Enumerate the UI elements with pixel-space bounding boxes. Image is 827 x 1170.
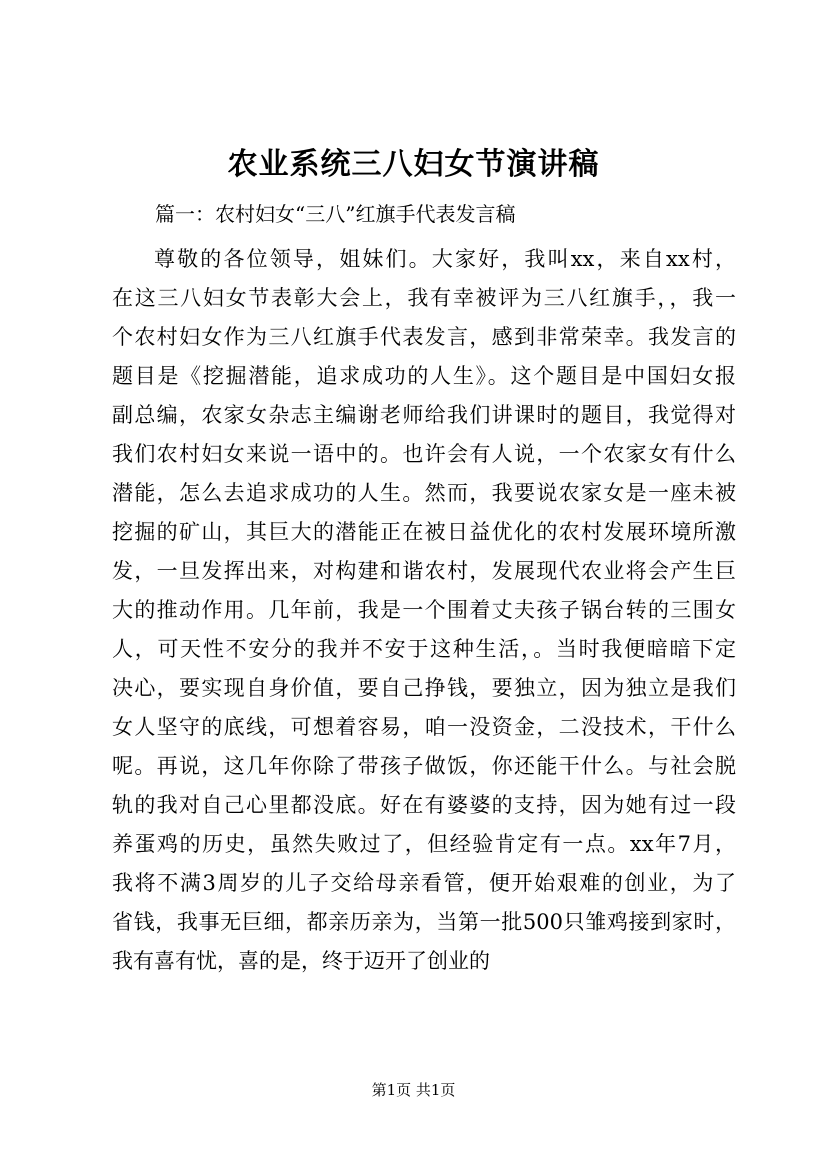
- page-footer: 第1页 共1页: [371, 1081, 456, 1099]
- body-line: 在这三八妇女节表彰大会上，我有幸被评为三八红旗手，，我一: [112, 286, 736, 310]
- body-line: 养蛋鸡的历史，虽然失败过了，但经验肯定有一点。xx年7月，: [112, 832, 736, 856]
- body-line: 女人坚守的底线，可想着容易，咱一没资金，二没技术，干什么: [112, 715, 736, 739]
- body-line: 轨的我对自己心里都没底。好在有婆婆的支持，因为她有过一段: [112, 793, 736, 817]
- body-paragraph: [112, 240, 736, 981]
- body-line: 尊敬的各位领导，姐妹们。大家好，我叫xx，来自xx村，: [154, 247, 736, 271]
- body-line: 我将不满3周岁的儿子交给母亲看管，便开始艰难的创业，为了: [112, 871, 736, 895]
- body-line: 决心，要实现自身价值，要自己挣钱，要独立，因为独立是我们: [112, 676, 736, 700]
- body-line: 我们农村妇女来说一语中的。也许会有人说，一个农家女有什么: [112, 442, 736, 466]
- body-line: 省钱，我事无巨细，都亲历亲为，当第一批500只雏鸡接到家时，: [112, 910, 736, 934]
- body-line: 个农村妇女作为三八红旗手代表发言，感到非常荣幸。我发言的: [112, 325, 736, 349]
- body-line: 发，一旦发挥出来，对构建和谐农村，发展现代农业将会产生巨: [112, 559, 736, 583]
- body-line: 挖掘的矿山，其巨大的潜能正在被日益优化的农村发展环境所激: [112, 520, 736, 544]
- document-title: 农业系统三八妇女节演讲稿: [227, 147, 600, 182]
- body-line: 大的推动作用。几年前，我是一个围着丈夫孩子锅台转的三围女: [112, 598, 736, 622]
- body-line: 呢。再说，这几年你除了带孩子做饭，你还能干什么。与社会脱: [112, 754, 736, 778]
- section-heading: 篇一：农村妇女“三八”红旗手代表发言稿: [155, 202, 516, 226]
- body-line: 题目是《挖掘潜能，追求成功的人生》。这个题目是中国妇女报: [112, 364, 736, 388]
- body-line: 潜能，怎么去追求成功的人生。然而，我要说农家女是一座未被: [112, 481, 736, 505]
- body-line: 副总编，农家女杂志主编谢老师给我们讲课时的题目，我觉得对: [112, 403, 736, 427]
- body-line: 人，可天性不安分的我并不安于这种生活，。当时我便暗暗下定: [112, 637, 736, 661]
- body-line: 我有喜有忧，喜的是，终于迈开了创业的: [112, 949, 490, 973]
